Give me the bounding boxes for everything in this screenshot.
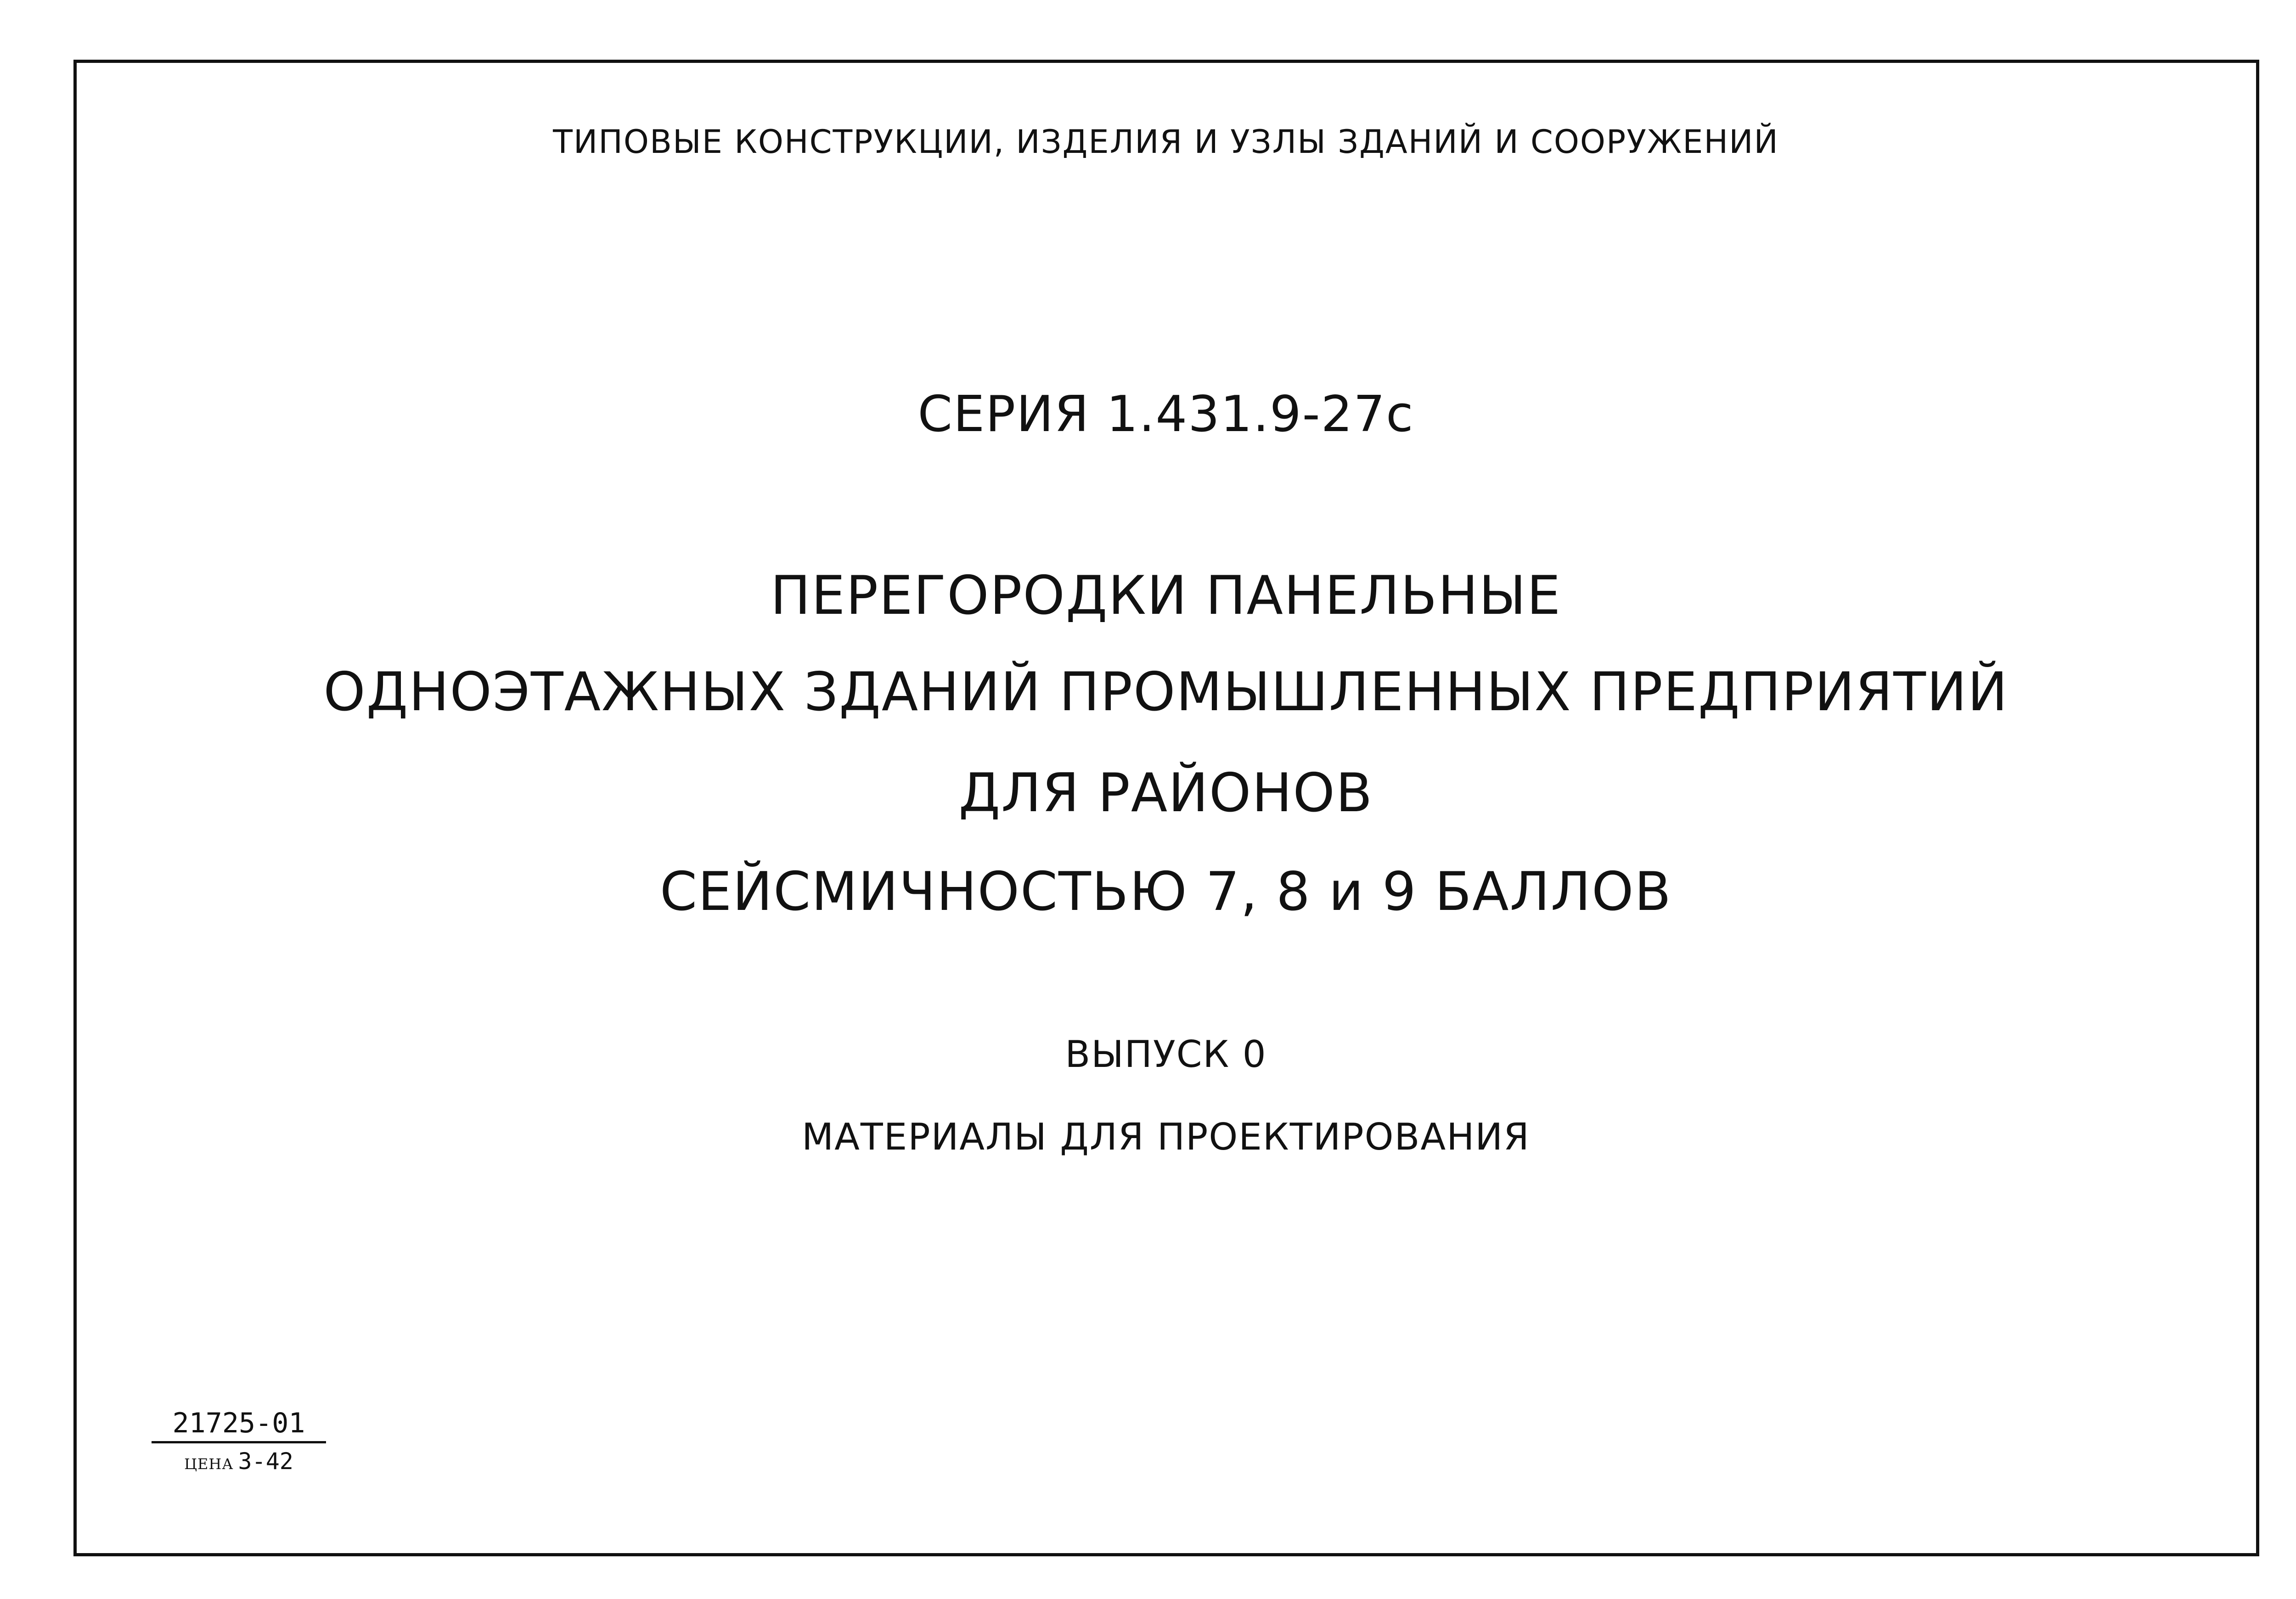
issue-subtitle: МАТЕРИАЛЫ ДЛЯ ПРОЕКТИРОВАНИЯ <box>802 1116 1530 1158</box>
stamp-code: 21725-01 <box>152 1407 326 1443</box>
series-label: СЕРИЯ 1.431.9-27с <box>917 386 1414 443</box>
organization-header: ТИПОВЫЕ КОНСТРУКЦИИ, ИЗДЕЛИЯ И УЗЛЫ ЗДАНИЙ И СООРУЖЕНИЙ <box>553 123 1779 161</box>
title-line-3: ДЛЯ РАЙОНОВ <box>958 762 1373 824</box>
stamp-price-value: 3-42 <box>238 1448 293 1475</box>
title-line-2: ОДНОЭТАЖНЫХ ЗДАНИЙ ПРОМЫШЛЕННЫХ ПРЕДПРИЯТИЙ <box>323 661 2009 723</box>
title-line-4: СЕЙСМИЧНОСТЬЮ 7, 8 и 9 БАЛЛОВ <box>660 861 1672 923</box>
title-line-1: ПЕРЕГОРОДКИ ПАНЕЛЬНЫЕ <box>770 565 1562 627</box>
stamp-price <box>152 1448 326 1477</box>
document-stamp <box>152 1407 326 1477</box>
issue-label: ВЫПУСК 0 <box>1065 1033 1267 1076</box>
stamp-price-label: ЦЕНА <box>184 1455 234 1473</box>
